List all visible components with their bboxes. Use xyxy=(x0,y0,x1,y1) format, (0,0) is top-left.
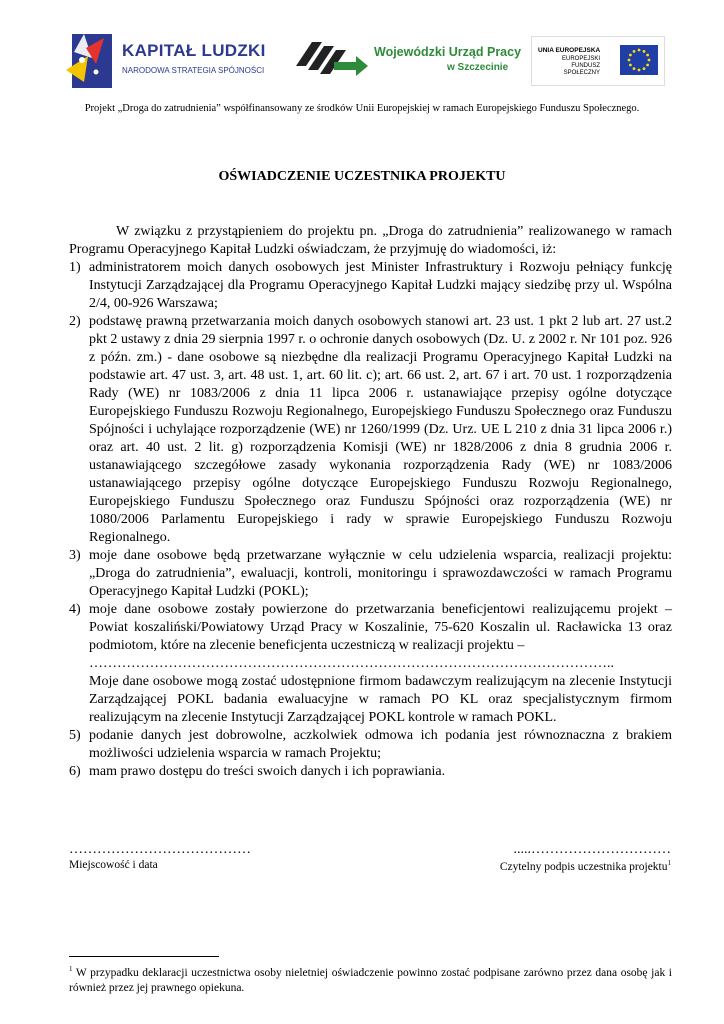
wup-title: Wojewódzki Urząd Pracy xyxy=(374,45,522,59)
place-date-label: Miejscowość i data xyxy=(69,859,158,871)
list-item-text: administratorem moich danych osobowych jest Minister Infrastruktury i Rozwoju pełniący funkcję Instytucji Zarządzającej dla Programu Operacyjnego Kapitał Ludzki mający siedzibę przy ul. Wspólna 2/4, 00-926 Warszawa; xyxy=(89,260,672,311)
list-item-number: 2) xyxy=(69,314,81,329)
footnote xyxy=(69,962,672,996)
place-date-signature-field xyxy=(69,842,251,871)
list-item-text: mam prawo dostępu do treści swoich danych i ich poprawiania. xyxy=(89,764,446,779)
intro-paragraph: W związku z przystąpieniem do projektu pn. „Droga do zatrudnienia” realizowanego w ramach Programu Operacyjnego Kapitał Ludzki oświadczam, że przyjmuję do wiadomości, iż: xyxy=(69,224,672,257)
list-item xyxy=(69,727,672,763)
eu-title: UNIA EUROPEJSKA xyxy=(538,47,601,54)
list-item-extra-text: Moje dane osobowe mogą zostać udostępnione firmom badawczym realizującym na zlecenie Instytucji Zarządzającej POKL badania ewaluacyjne w ramach PO KL oraz specjalistycznym firmom realizującym na zlecenie Instytucji Zarządzającej POKL kontrole w ramach POKL. xyxy=(89,674,672,725)
kapital-ludzki-emblem-icon xyxy=(66,30,116,90)
footnote-divider xyxy=(69,956,219,957)
signature-label xyxy=(500,859,671,873)
project-funding-line: Projekt „Droga do zatrudnienia” współfinansowany ze środków Unii Europejskiej w ramach Europejskiego Funduszu Społecznego. xyxy=(84,103,640,114)
list-item-number: 4) xyxy=(69,602,81,617)
footnote-ref: 1 xyxy=(667,859,671,867)
header-logos xyxy=(66,28,666,92)
place-date-dots: ………………………………… xyxy=(69,842,251,857)
wup-arrows-icon xyxy=(294,36,370,80)
eu-flag-icon xyxy=(620,45,658,75)
list-item xyxy=(69,601,672,727)
declaration-list xyxy=(69,259,672,781)
kapital-ludzki-title: KAPITAŁ LUDZKI xyxy=(122,41,266,60)
subcontractor-fill-line: ………………………………………………………………………………………………….. xyxy=(89,656,614,671)
declaration-body xyxy=(69,223,672,781)
list-item xyxy=(69,763,672,781)
eu-efs-logo xyxy=(531,36,665,86)
page-title: OŚWIADCZENIE UCZESTNIKA PROJEKTU xyxy=(218,169,506,184)
list-item-text: podstawę prawną przetwarzania moich danych osobowych stanowi art. 23 ust. 1 pkt 2 lub art. 27 ust.2 pkt 2 ustawy z dnia 29 sierpnia 1997 r. o ochronie danych osobowych (Dz. U. z 2002 r. Nr 101 poz. 926 z późn. zm.) - dane osobowe są niezbędne dla realizacji Programu Operacyjnego Kapitał Ludzki na podstawie art. 47 ust. 3, art. 48 ust. 1, art. 60 lit. c); art. 66 ust. 2, art. 67 i art. 70 ust. 1 rozporządzenia Rady (WE) nr 1083/2006 z dnia 11 lipca 2006 r. ustanawiające przepisy ogólne dotyczące Europejskiego Funduszu Rozwoju Regionalnego, Europejskiego Funduszu Społecznego oraz Funduszu Spójności i uchylające rozporządzenie (WE) nr 1260/1999 (Dz. Urz. UE L 210 z dnia 31 lipca 2006 r.) oraz art. 40 ust. 2 lit. g) rozporządzenia Komisji (WE) nr 1828/2006 z dnia 8 grudnia 2006 r. ustanawiającego szczegółowe zasady wykonania rozporządzenia Rady (WE) nr 1083/2006 ustanawiającego przepisy ogólne dotyczące Europejskiego Funduszu Rozwoju Regionalnego, Europejskiego Funduszu Społecznego oraz Funduszu Spójności oraz rozporządzenia (WE) nr 1080/2006 Parlamentu Europejskiego i rady w sprawie Europejskiego Funduszu Rozwoju Regionalnego. xyxy=(89,314,672,545)
list-item-number: 6) xyxy=(69,764,81,779)
wup-city: w Szczecinie xyxy=(447,62,509,73)
list-item-text: moje dane osobowe zostały powierzone do przetwarzania beneficjentowi realizującemu projekt – Powiat koszaliński/Powiatowy Urząd Pracy w Koszalinie, 75-620 Koszalin ul. Racławicka 13 oraz podmiotom, które na zlecenie beneficjenta uczestniczą w realizacji projektu – xyxy=(89,602,672,653)
footnote-mark: 1 xyxy=(69,965,73,973)
kapital-ludzki-logo xyxy=(66,30,266,90)
efs-title: EUROPEJSKI FUNDUSZ SPOŁECZNY xyxy=(561,56,600,76)
list-item-text: podanie danych jest dobrowolne, aczkolwiek odmowa ich podania jest równoznaczna z brakiem możliwości udzielenia wsparcia w ramach Projektu; xyxy=(89,728,672,761)
list-item xyxy=(69,259,672,313)
list-item-number: 1) xyxy=(69,260,81,275)
signature-dots: .....………………………… xyxy=(513,842,671,857)
signature-label-text: Czytelny podpis uczestnika projektu xyxy=(499,860,668,873)
wup-logo xyxy=(294,36,522,92)
list-item xyxy=(69,547,672,601)
list-item-number: 3) xyxy=(69,548,81,563)
participant-signature-field xyxy=(500,842,671,873)
list-item-number: 5) xyxy=(69,728,81,743)
footnote-text: W przypadku deklaracji uczestnictwa osoby nieletniej oświadczenie powinno zostać podpisane zarówno przez dana osobę jak i również przez jej prawnego opiekuna. xyxy=(69,966,672,994)
list-item-text: moje dane osobowe będą przetwarzane wyłącznie w celu udzielenia wsparcia, realizacji projektu: „Droga do zatrudnienia”, ewaluacji, kontroli, monitoringu i sprawozdawczości w ramach Programu Operacyjnego Kapitał Ludzki (POKL); xyxy=(89,548,672,599)
kapital-ludzki-subtitle: NARODOWA STRATEGIA SPÓJNOŚCI xyxy=(122,66,265,75)
list-item xyxy=(69,313,672,547)
